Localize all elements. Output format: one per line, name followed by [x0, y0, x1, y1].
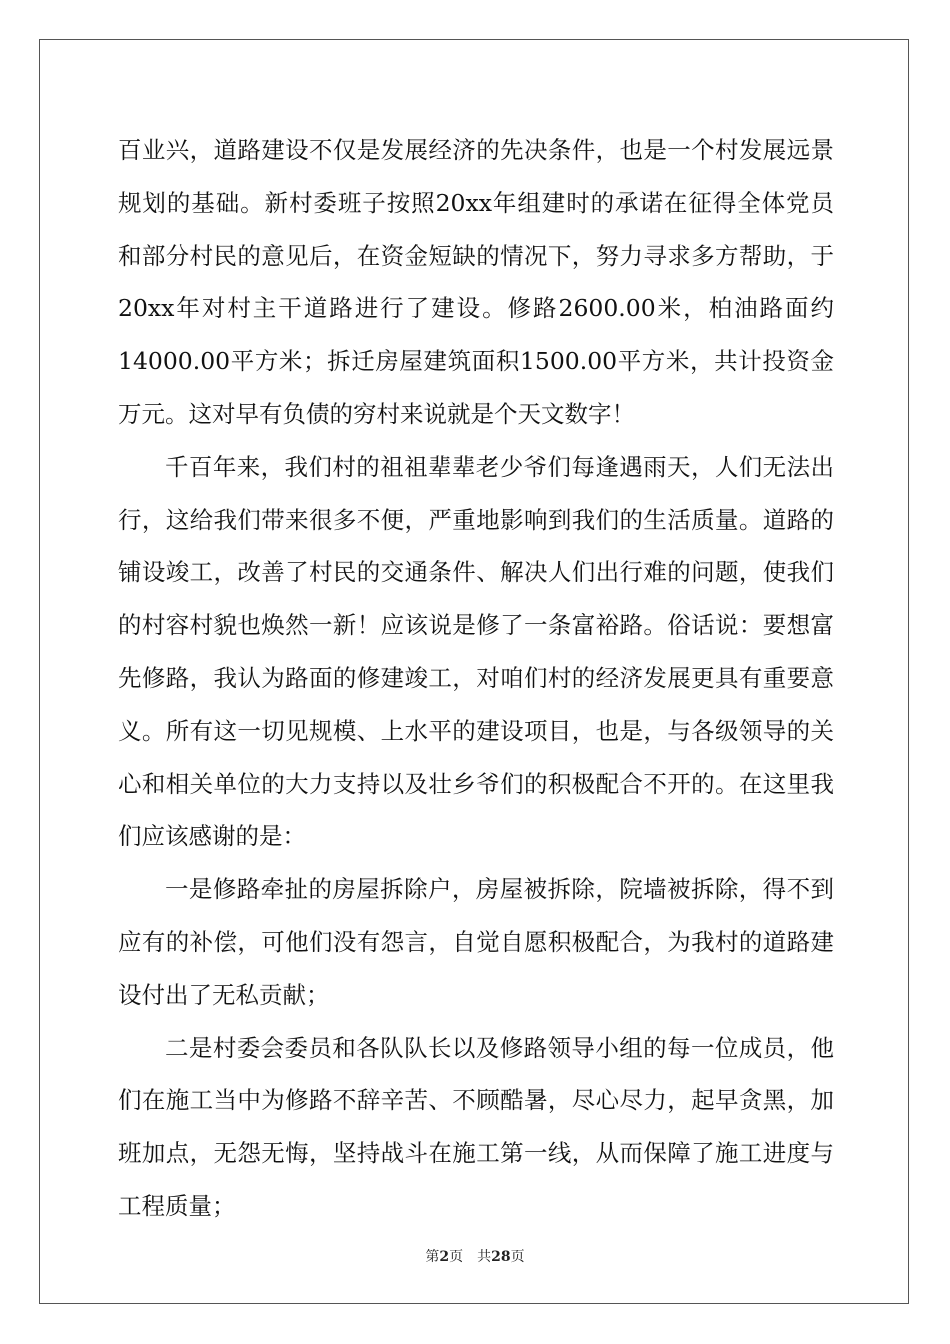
- page-prefix: 第: [425, 1249, 440, 1265]
- paragraph: [118, 1022, 834, 1233]
- text-line: 工程质量；: [118, 1191, 236, 1220]
- text-line: 千百年来，我们村的祖祖辈辈老少爷们每逢遇雨天，人们无法出: [165, 452, 834, 481]
- total-suffix: 页: [510, 1249, 525, 1265]
- text-line: 百业兴，道路建设不仅是发展经济的先决条件，也是一个村发展远景: [118, 136, 834, 164]
- document-body: [118, 124, 834, 1233]
- total-pages: 28: [491, 1249, 511, 1265]
- paragraph: [118, 863, 834, 1021]
- text-line: 二是村委会委员和各队队长以及修路领导小组的每一位成员，他: [165, 1033, 834, 1062]
- text-line: 们应该感谢的是：: [118, 822, 306, 851]
- text-line: 行，这给我们带来很多不便，严重地影响到我们的生活质量。道路的: [118, 505, 834, 534]
- text-line: 先修路，我认为路面的修建竣工，对咱们村的经济发展更具有重要意: [118, 663, 834, 692]
- page-footer: [0, 1246, 950, 1266]
- text-line: 规划的基础。新村委班子按照20xx年组建时的承诺在征得全体党员: [118, 188, 834, 217]
- paragraph: [118, 124, 834, 441]
- text-line: 的村容村貌也焕然一新！应该说是修了一条富裕路。俗话说：要想富: [118, 611, 834, 640]
- text-line: 一是修路牵扯的房屋拆除户，房屋被拆除，院墙被拆除，得不到: [165, 875, 834, 904]
- page-suffix: 页: [449, 1249, 464, 1265]
- text-line: 20xx年对村主干道路进行了建设。修路2600.00米，柏油路面约: [118, 294, 834, 323]
- text-line: 万元。这对早有负债的穷村来说就是个天文数字！: [118, 399, 635, 428]
- text-line: 14000.00平方米；拆迁房屋建筑面积1500.00平方米，共计投资金: [118, 347, 834, 376]
- text-line: 义。所有这一切见规模、上水平的建设项目，也是，与各级领导的关: [118, 716, 834, 745]
- total-prefix: 共: [477, 1249, 492, 1265]
- paragraph: [118, 441, 834, 863]
- text-line: 班加点，无怨无悔，坚持战斗在施工第一线，从而保障了施工进度与: [118, 1139, 834, 1168]
- page-number: 2: [439, 1249, 450, 1265]
- text-line: 设付出了无私贡献；: [118, 980, 330, 1009]
- text-line: 铺设竣工，改善了村民的交通条件、解决人们出行难的问题，使我们: [118, 558, 834, 587]
- text-line: 心和相关单位的大力支持以及壮乡爷们的积极配合不开的。在这里我: [118, 769, 834, 798]
- text-line: 和部分村民的意见后，在资金短缺的情况下，努力寻求多方帮助，于: [118, 241, 834, 270]
- text-line: 们在施工当中为修路不辞辛苦、不顾酷暑，尽心尽力，起早贪黑，加: [118, 1086, 834, 1115]
- text-line: 应有的补偿，可他们没有怨言，自觉自愿积极配合，为我村的道路建: [118, 927, 834, 956]
